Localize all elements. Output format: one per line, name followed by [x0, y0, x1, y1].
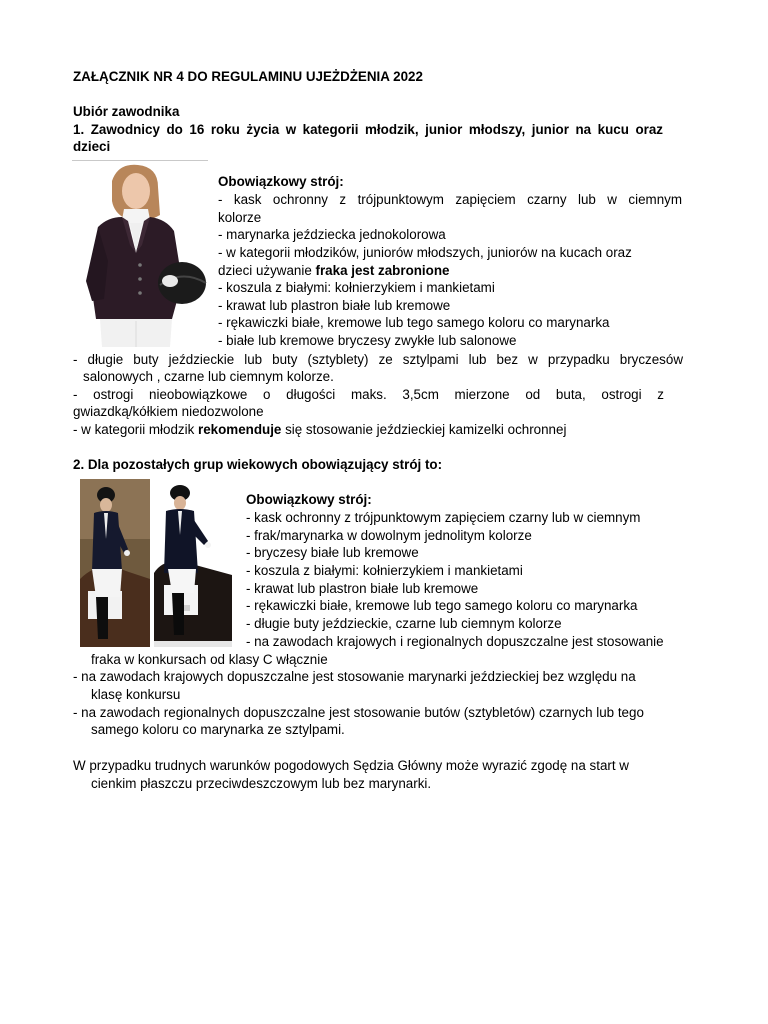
s1-item-helmet: - kask ochronny z trójpunktowym zapięciem czarny lub w ciemnym: [218, 192, 682, 207]
s2-required-label: Obowiązkowy strój:: [246, 492, 372, 507]
s2-item-tailcoat-jacket: - frak/marynarka w dowolnym jednolitym kolorze: [246, 528, 532, 543]
rider-jacket-photo: [72, 160, 208, 347]
rider-on-horse-photo-1: [80, 479, 150, 647]
closing-paragraph-cont: cienkim płaszczu przeciwdeszczowym lub bez marynarki.: [91, 776, 432, 791]
s1-item-tie: - krawat lub plastron białe lub kremowe: [218, 298, 451, 313]
s2-item-gloves: - rękawiczki białe, kremowe lub tego samego koloru co marynarka: [246, 598, 638, 613]
s2-item-boots: - długie buty jeździeckie, czarne lub ciemnym kolorze: [246, 616, 562, 631]
s1-item-breeches: - białe lub kremowe bryczesy zwykłe lub salonowe: [218, 333, 517, 348]
s1-item-spurs-cont: gwiazdką/kółkiem niedozwolone: [73, 404, 264, 419]
section-1-heading: 1. Zawodnicy do 16 roku życia w kategorii młodzik, junior młodszy, junior na kucu oraz: [73, 122, 663, 137]
s2-item-national-tailcoat-cont: fraka w konkursach od klasy C włącznie: [91, 652, 328, 667]
s1-item-vest-post: się stosowanie jeździeckiej kamizelki ochronnej: [281, 422, 567, 437]
s1-item-spurs: - ostrogi nieobowiązkowe o długości maks. 3,5cm mierzone od buta, ostrogi z: [73, 387, 664, 402]
s2-item-breeches: - bryczesy białe lub kremowe: [246, 545, 419, 560]
s1-item-boots: - długie buty jeździeckie lub buty (sztyblety) ze sztylpami lub bez w przypadku bryczesów: [73, 352, 683, 367]
s2-item-national-jacket: - na zawodach krajowych dopuszczalne jest stosowanie marynarki jeździeckiej bez względu na: [73, 669, 636, 684]
s2-item-national-jacket-cont: klasę konkursu: [91, 687, 181, 702]
s1-item-jacket: - marynarka jeździecka jednokolorowa: [218, 227, 446, 242]
s1-item-vest: [73, 421, 566, 439]
section-subtitle: Ubiór zawodnika: [73, 104, 180, 119]
s2-item-national-tailcoat: - na zawodach krajowych i regionalnych dopuszczalne jest stosowanie: [246, 634, 664, 649]
s2-item-shirt: - koszula z białymi: kołnierzykiem i mankietami: [246, 563, 523, 578]
document-title: ZAŁĄCZNIK NR 4 DO REGULAMINU UJEŻDŻENIA 2022: [73, 69, 423, 84]
s1-item-vest-bold: rekomenduje: [198, 422, 282, 437]
s1-item-boots-cont: salonowych , czarne lub ciemnym kolorze.: [83, 369, 334, 384]
s1-item-tailcoat-cont: [218, 262, 449, 280]
s2-item-regional-boots-cont: samego koloru co marynarka ze sztylpami.: [91, 722, 345, 737]
s1-item-helmet-cont: kolorze: [218, 210, 262, 225]
closing-paragraph: W przypadku trudnych warunków pogodowych Sędzia Główny może wyrazić zgodę na start w: [73, 758, 629, 773]
rider-on-horse-photo-2: [154, 479, 232, 647]
section-1-heading-cont: dzieci: [73, 139, 111, 154]
s1-item-vest-pre: - w kategorii młodzik: [73, 422, 199, 437]
s2-item-helmet: - kask ochronny z trójpunktowym zapięciem czarny lub w ciemnym: [246, 510, 641, 525]
s1-item-tailcoat-pre: dzieci używanie: [218, 263, 316, 278]
s1-item-tailcoat-bold: fraka jest zabronione: [315, 263, 450, 278]
s1-item-tailcoat: - w kategorii młodzików, juniorów młodszych, juniorów na kucach oraz: [218, 245, 632, 260]
s1-item-shirt: - koszula z białymi: kołnierzykiem i mankietami: [218, 280, 495, 295]
s1-required-label: Obowiązkowy strój:: [218, 174, 344, 189]
s1-item-gloves: - rękawiczki białe, kremowe lub tego samego koloru co marynarka: [218, 315, 610, 330]
section-2-heading: 2. Dla pozostałych grup wiekowych obowiązujący strój to:: [73, 457, 443, 472]
s2-item-tie: - krawat lub plastron białe lub kremowe: [246, 581, 479, 596]
s2-item-regional-boots: - na zawodach regionalnych dopuszczalne jest stosowanie butów (sztybletów) czarnych lub tego: [73, 705, 644, 720]
